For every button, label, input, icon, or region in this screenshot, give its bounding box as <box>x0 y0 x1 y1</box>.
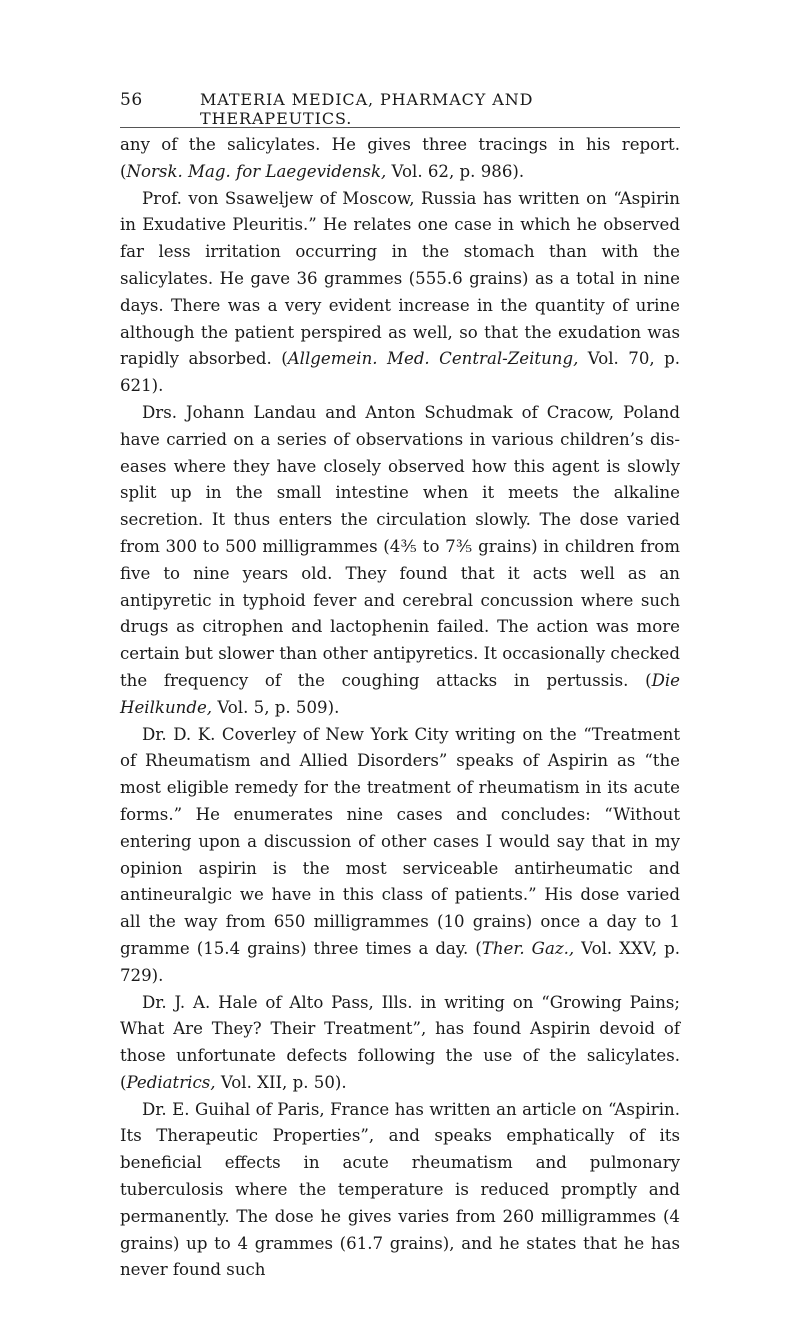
paragraph-text: Dr. J. A. Hale of Alto Pass, Ills. in writing on “Growing Pains; What Are They? Their Treatment”, has found Aspirin devoid of those unfortunate defects following the use of the salicylates. ( <box>120 992 680 1092</box>
paragraph-coverley <box>120 722 680 990</box>
running-head <box>120 90 680 128</box>
paragraph-ssaweljew <box>120 186 680 400</box>
citation-reference: Vol. 70, p. 621). <box>120 349 680 396</box>
page-number: 56 <box>120 90 143 110</box>
journal-citation: Allgemein. Med. Central-Zeitung, <box>287 349 579 369</box>
body-text <box>120 132 680 1284</box>
citation-reference: Vol. 62, p. 986). <box>386 161 525 181</box>
paragraph-continuation <box>120 132 680 186</box>
paragraph-guihal <box>120 1097 680 1285</box>
citation-reference: Vol. XXV, p. 729). <box>120 938 680 985</box>
citation-reference: Vol. XII, p. 50). <box>215 1072 347 1092</box>
citation-reference: Vol. 5, p. 509). <box>212 697 340 717</box>
paragraph-text: Prof. von Ssaweljew of Moscow, Russia has written on “Aspirin in Exudative Pleuritis.” He relates one case in which he observed far less irritation occurring in the stomach than with the salicylates. He gave 36 grammes (555.6 grains) as a total in nine days. There was a very evident increase in the quantity of urine although the patient perspired as well, so that the exudation was rapidly absorbed. ( <box>120 188 680 369</box>
paragraph-landau-schudmak <box>120 400 680 722</box>
journal-citation: Norsk. Mag. for Laegevidensk, <box>126 161 387 181</box>
paragraph-text: Dr. D. K. Coverley of New York City writing on the “Treatment of Rheumatism and Allied Disorders” speaks of Aspirin as “the most eligible remedy for the treatment of rheumatism in its acute forms.” He enumerates nine cases and concludes: “Without entering upon a discussion of other cases I would say that in my opinion aspirin is the most serviceable antirheumatic and antineuralgic we have in this class of patients.” His dose varied all the way from 650 milligrammes (10 grains) once a day to 1 gramme (15.4 grains) three times a day. ( <box>120 724 680 958</box>
journal-citation: Pediatrics, <box>126 1072 216 1092</box>
paragraph-text: Dr. E. Guihal of Paris, France has written an article on “Aspirin. Its Therapeutic Properties”, and speaks emphatically of its beneficial effects in acute rheumatism and pulmonary tuberculosis where the temperature is reduced promptly and permanently. The dose he gives varies from 260 milligrammes (4 grains) up to 4 grammes (61.7 grains), and he states that he has never found such <box>120 1099 680 1280</box>
running-title: MATERIA MEDICA, PHARMACY AND THERAPEUTICS. <box>200 90 534 128</box>
paragraph-text: any of the salicylates. He gives three tracings in his report. ( <box>120 135 680 181</box>
paragraph-text: Drs. Johann Landau and Anton Schudmak of Cracow, Poland have carried on a series of observations in various children’s diseases where they have closely observed how this agent is slowly split up in the small intestine when it meets the alkaline secretion. It thus enters the circulation slowly. The dose varied from 300 to 500 milligrammes (4⅗ to 7⅗ grains) in children from five to nine years old. They found that it acts well as an antipyretic in typhoid fever and cerebral concussion where such drugs as citrophen and lactophenin failed. The action was more certain but slower than other antipyretics. It occasionally checked the frequency of the coughing attacks in pertussis. ( <box>120 402 680 690</box>
journal-citation: Die Heilkunde, <box>120 670 680 717</box>
header-rule <box>120 127 680 128</box>
journal-citation: Ther. Gaz., <box>481 938 575 958</box>
paragraph-hale <box>120 990 680 1097</box>
